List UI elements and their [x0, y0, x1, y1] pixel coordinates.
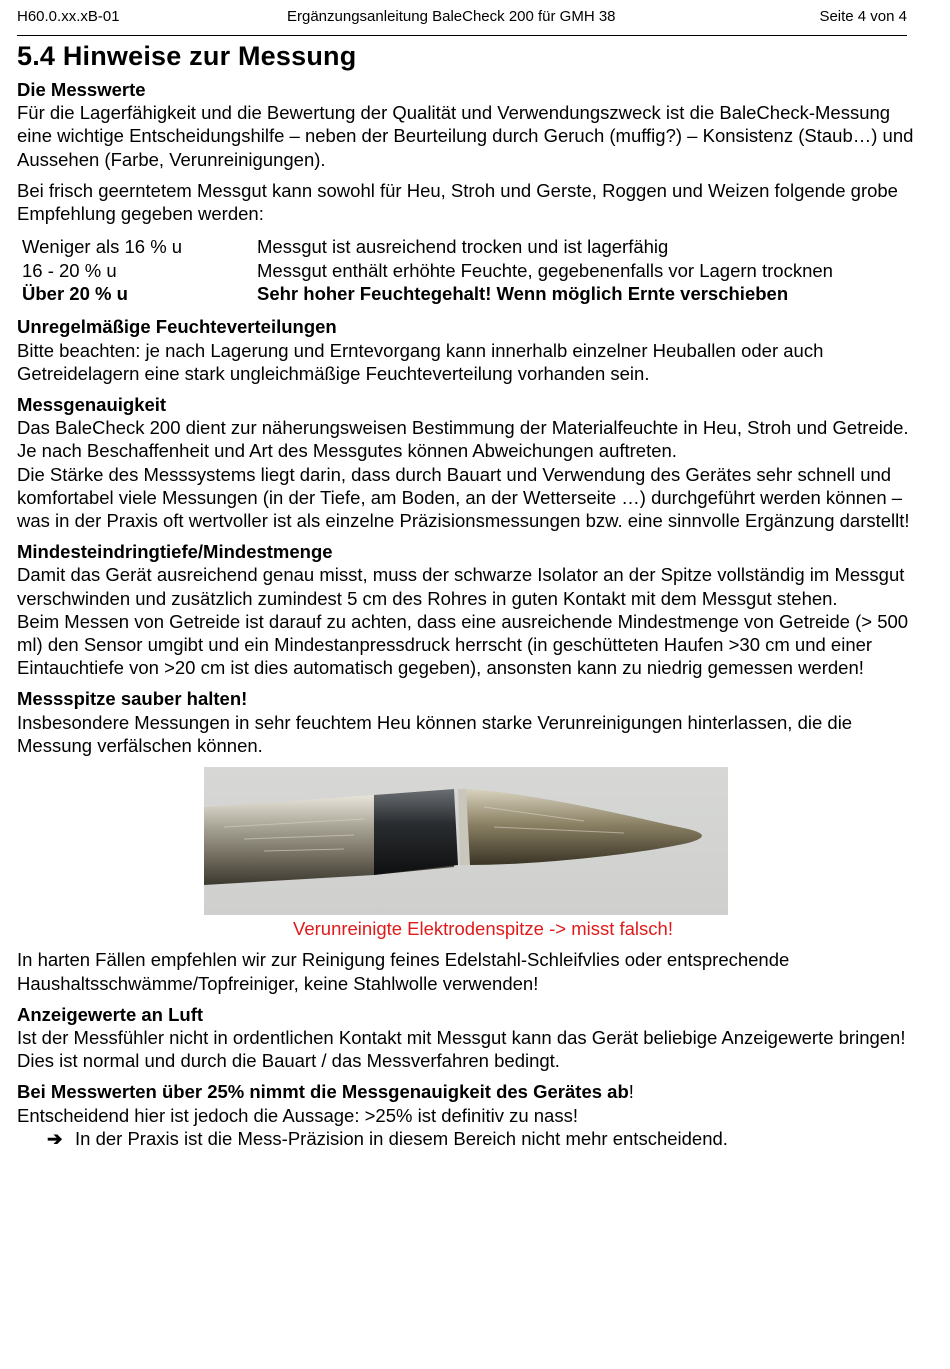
- recommendation: Sehr hoher Feuchtegehalt! Wenn möglich Ernte verschieben: [257, 283, 789, 305]
- section-title: Messspitze sauber halten!: [17, 688, 248, 710]
- section-title: Die Messwerte: [17, 79, 146, 100]
- section-heading: 5.4 Hinweise zur Messung: [17, 41, 357, 71]
- section-title: Anzeigewerte an Luft: [17, 1003, 204, 1025]
- paragraph: Bei frisch geerntetem Messgut kann sowohl für Heu, Stroh und Gerste, Roggen und Weizen folgende grobe Empfehlung gegeben werden:: [17, 179, 898, 225]
- moisture-range: Weniger als 16 % u: [22, 236, 183, 258]
- header-divider: [17, 35, 907, 36]
- paragraph: In harten Fällen empfehlen wir zur Reinigung feines Edelstahl-Schleifvlies oder entsprechende Haushaltsschwämme/Topfreiniger, keine Stahlwolle verwenden!: [17, 949, 790, 994]
- paragraph: Entscheidend hier ist jedoch die Aussage: >25% ist definitiv zu nass!: [17, 1104, 578, 1126]
- paragraph: Damit das Gerät ausreichend genau misst, muss der schwarze Isolator an der Spitze vollständig im Messgut verschwinden und zusätzlich zumindest 5 cm des Rohres in guten Kontakt mit dem Messgut stehen.: [17, 564, 905, 609]
- section-title: Unregelmäßige Feuchteverteilungen: [17, 316, 337, 338]
- arrow-note-text: In der Praxis ist die Mess-Präzision in diesem Bereich nicht mehr entscheidend.: [75, 1127, 728, 1149]
- section-anzeigewerte-luft: [17, 1003, 917, 1073]
- moisture-range: Über 20 % u: [22, 283, 128, 305]
- table-row: [22, 282, 833, 305]
- paragraph: Beim Messen von Getreide ist darauf zu achten, dass eine ausreichende Mindestmenge von Getreide (> 500 ml) den Sensor umgibt und ein Mindestanpressdruck herrscht (in geschütteten Haufen >30 cm und einer Eintauchtiefe von >20 cm ist dies automatisch gegeben), ansonsten kann zu niedrig gemessen werden!: [17, 610, 909, 679]
- arrow-right-icon: ➔: [47, 1127, 63, 1149]
- paragraph: Ist der Messfühler nicht in ordentlichen Kontakt mit Messgut kann das Gerät beliebige Anzeigewerte bringen! Dies ist normal und durch die Bauart / das Messverfahren bedingt.: [17, 1026, 906, 1072]
- section-title: Mindesteindringtiefe/Mindestmenge: [17, 541, 333, 563]
- document-title: Ergänzungsanleitung BaleCheck 200 für GMH 38: [287, 8, 616, 25]
- paragraph: Das BaleCheck 200 dient zur näherungsweisen Bestimmung der Materialfeuchte in Heu, Stroh und Getreide. Je nach Beschaffenheit und Art des Messgutes können Abweichungen auftreten.: [17, 417, 909, 462]
- probe-figure: [17, 767, 917, 915]
- table-row: [22, 235, 833, 258]
- paragraph: Insbesondere Messungen in sehr feuchtem Heu können starke Verunreinigungen hinterlassen, die die Messung verfälschen können.: [17, 711, 853, 756]
- title-suffix: !: [628, 1081, 634, 1103]
- section-title-line: [17, 1081, 634, 1102]
- page-number: Seite 4 von 4: [819, 8, 907, 25]
- document-id: H60.0.xx.xB-01: [17, 8, 120, 25]
- table-row: [22, 259, 833, 282]
- figure-caption: Verunreinigte Elektrodenspitze -> misst falsch!: [293, 918, 673, 940]
- section-title: Messgenauigkeit: [17, 394, 167, 416]
- section-messwerte: [17, 78, 917, 305]
- section-mindesteindringtiefe: [17, 540, 917, 679]
- section-messspitze: [17, 687, 917, 994]
- paragraph: Die Stärke des Messsystems liegt darin, dass durch Bauart und Verwendung des Gerätes sehr schnell und komfortabel viele Messungen (in der Tiefe, am Boden, an der Wetterseite …) durchgeführt werden können – was in der Praxis oft wertvoller ist als einzelne Präzisionsmessungen bzw. eine sinnvolle Ergänzung darstellt!: [17, 463, 910, 532]
- recommendation: Messgut ist ausreichend trocken und ist lagerfähig: [257, 236, 669, 258]
- arrow-note: [17, 1127, 917, 1150]
- page-header: [17, 8, 907, 30]
- electrode-tip-photo: [204, 767, 728, 915]
- paragraph: Für die Lagerfähigkeit und die Bewertung der Qualität und Verwendungszweck ist die BaleCheck-Messung eine wichtige Entscheidungshilfe – neben der Beurteilung durch Geruch (muffig?) – Konsistenz (Staub…) und Aussehen (Farbe, Verunreinigungen).: [17, 102, 914, 170]
- paragraph: Bitte beachten: je nach Lagerung und Erntevorgang kann innerhalb einzelner Heuballen oder auch Getreidelagern eine stark ungleichmäßige Feuchteverteilung vorhanden sein.: [17, 339, 824, 384]
- section-title: Bei Messwerten über 25% nimmt die Messgenauigkeit des Gerätes ab: [17, 1081, 629, 1103]
- section-feuchteverteilung: [17, 315, 917, 385]
- moisture-range: 16 - 20 % u: [22, 259, 117, 281]
- moisture-recommendation-table: [22, 235, 833, 305]
- document-body: [17, 78, 917, 1158]
- section-ueber-25: [17, 1080, 917, 1150]
- recommendation: Messgut enthält erhöhte Feuchte, gegebenenfalls vor Lagern trocknen: [257, 259, 833, 281]
- section-messgenauigkeit: [17, 393, 917, 532]
